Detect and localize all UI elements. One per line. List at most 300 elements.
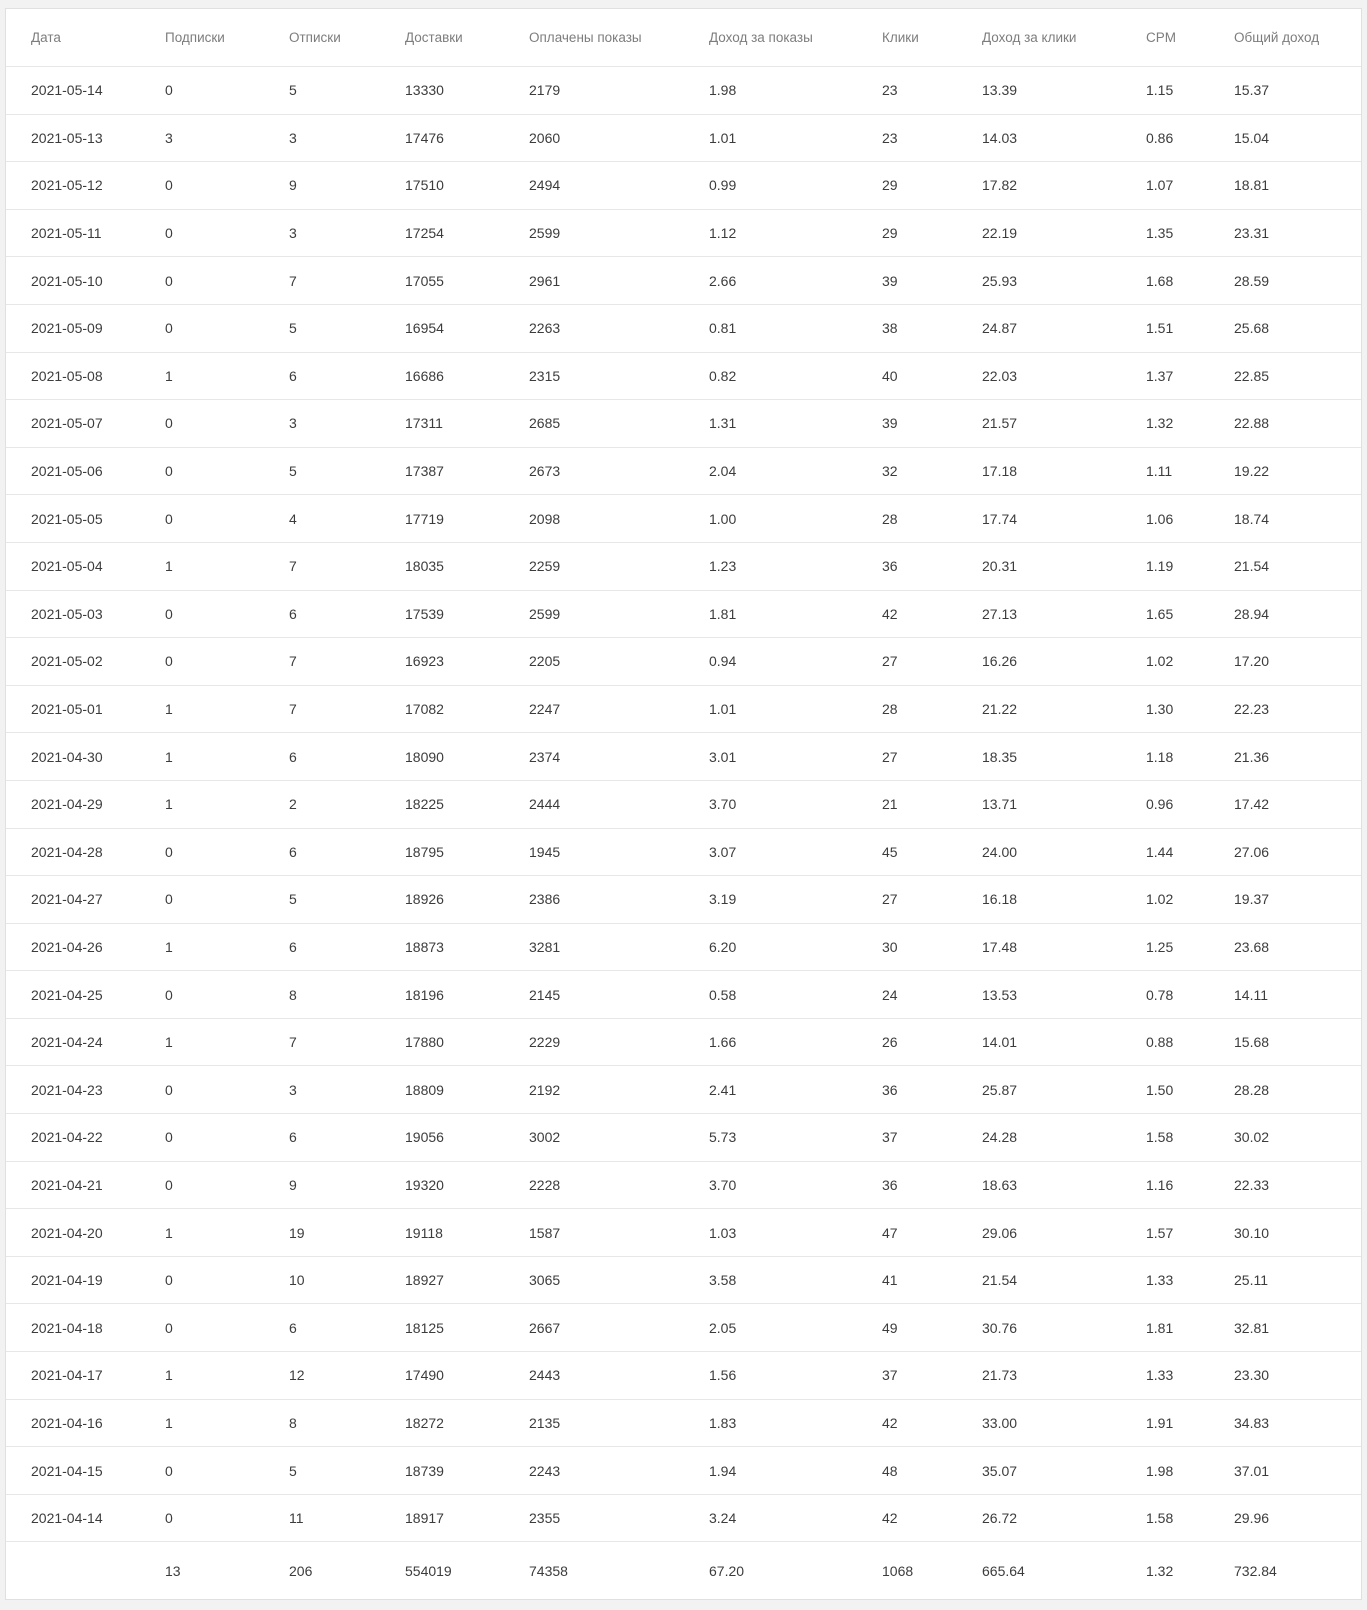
cell-Доход за показы: 1.00 <box>684 495 857 543</box>
stats-table <box>6 9 1361 1599</box>
cell-Отписки: 12 <box>264 1352 380 1400</box>
totals-cell-Подписки: 13 <box>140 1542 264 1600</box>
cell-Доход за показы: 0.82 <box>684 352 857 400</box>
totals-cell-Доставки: 554019 <box>380 1542 504 1600</box>
cell-Доход за клики: 24.00 <box>957 828 1121 876</box>
cell-Подписки: 1 <box>140 542 264 590</box>
cell-Дата: 2021-05-02 <box>6 638 140 686</box>
cell-Доставки: 13330 <box>380 67 504 115</box>
table-row <box>6 1161 1361 1209</box>
cell-Подписки: 0 <box>140 971 264 1019</box>
table-row <box>6 638 1361 686</box>
cell-CPM: 1.07 <box>1121 162 1209 210</box>
cell-Дата: 2021-05-14 <box>6 67 140 115</box>
cell-Дата: 2021-04-17 <box>6 1352 140 1400</box>
cell-CPM: 1.35 <box>1121 209 1209 257</box>
cell-Доход за показы: 1.12 <box>684 209 857 257</box>
column-header-8: CPM <box>1146 30 1176 45</box>
cell-Доставки: 17311 <box>380 400 504 448</box>
cell-Дата: 2021-04-26 <box>6 923 140 971</box>
cell-CPM: 1.18 <box>1121 733 1209 781</box>
cell-CPM: 1.02 <box>1121 638 1209 686</box>
cell-Доставки: 17254 <box>380 209 504 257</box>
cell-Клики: 36 <box>857 1066 957 1114</box>
cell-Подписки: 3 <box>140 114 264 162</box>
cell-Общий доход: 28.28 <box>1209 1066 1361 1114</box>
cell-Клики: 39 <box>857 257 957 305</box>
cell-Оплачены показы: 2599 <box>504 590 684 638</box>
cell-Доход за клики: 13.39 <box>957 67 1121 115</box>
cell-Общий доход: 18.74 <box>1209 495 1361 543</box>
cell-Доход за показы: 2.41 <box>684 1066 857 1114</box>
cell-Клики: 37 <box>857 1352 957 1400</box>
cell-Оплачены показы: 3065 <box>504 1256 684 1304</box>
table-row <box>6 1209 1361 1257</box>
cell-Подписки: 0 <box>140 638 264 686</box>
cell-Общий доход: 30.02 <box>1209 1114 1361 1162</box>
cell-Отписки: 6 <box>264 1304 380 1352</box>
cell-Отписки: 6 <box>264 923 380 971</box>
cell-Оплачены показы: 2243 <box>504 1447 684 1495</box>
cell-Подписки: 1 <box>140 780 264 828</box>
cell-Подписки: 1 <box>140 733 264 781</box>
cell-CPM: 1.57 <box>1121 1209 1209 1257</box>
table-row <box>6 971 1361 1019</box>
cell-Общий доход: 23.30 <box>1209 1352 1361 1400</box>
cell-Подписки: 0 <box>140 1494 264 1542</box>
table-row <box>6 1352 1361 1400</box>
cell-Доход за показы: 1.01 <box>684 114 857 162</box>
cell-CPM: 1.98 <box>1121 1447 1209 1495</box>
cell-Общий доход: 19.22 <box>1209 447 1361 495</box>
cell-CPM: 1.68 <box>1121 257 1209 305</box>
cell-Доход за показы: 1.83 <box>684 1399 857 1447</box>
cell-Оплачены показы: 2374 <box>504 733 684 781</box>
cell-Оплачены показы: 2228 <box>504 1161 684 1209</box>
cell-CPM: 1.58 <box>1121 1494 1209 1542</box>
totals-row <box>6 1542 1361 1600</box>
cell-Доход за клики: 25.87 <box>957 1066 1121 1114</box>
cell-Оплачены показы: 3002 <box>504 1114 684 1162</box>
cell-Отписки: 9 <box>264 1161 380 1209</box>
cell-Доход за клики: 16.26 <box>957 638 1121 686</box>
cell-Доход за показы: 3.70 <box>684 1161 857 1209</box>
cell-CPM: 1.91 <box>1121 1399 1209 1447</box>
cell-Доставки: 18809 <box>380 1066 504 1114</box>
cell-Клики: 29 <box>857 162 957 210</box>
cell-Клики: 38 <box>857 304 957 352</box>
cell-Оплачены показы: 2315 <box>504 352 684 400</box>
totals-cell-Доход за показы: 67.20 <box>684 1542 857 1600</box>
table-row <box>6 1304 1361 1352</box>
cell-Дата: 2021-04-19 <box>6 1256 140 1304</box>
cell-Дата: 2021-04-30 <box>6 733 140 781</box>
cell-Отписки: 6 <box>264 590 380 638</box>
cell-Подписки: 0 <box>140 495 264 543</box>
table-row <box>6 1494 1361 1542</box>
cell-Доставки: 19118 <box>380 1209 504 1257</box>
cell-Общий доход: 37.01 <box>1209 1447 1361 1495</box>
cell-Клики: 42 <box>857 1494 957 1542</box>
cell-Доход за клики: 17.82 <box>957 162 1121 210</box>
cell-Клики: 36 <box>857 542 957 590</box>
table-row <box>6 67 1361 115</box>
cell-Оплачены показы: 2494 <box>504 162 684 210</box>
cell-Общий доход: 17.20 <box>1209 638 1361 686</box>
cell-Оплачены показы: 2145 <box>504 971 684 1019</box>
cell-Подписки: 1 <box>140 1399 264 1447</box>
cell-Подписки: 0 <box>140 1447 264 1495</box>
cell-Подписки: 0 <box>140 1256 264 1304</box>
cell-Доставки: 16954 <box>380 304 504 352</box>
cell-Общий доход: 32.81 <box>1209 1304 1361 1352</box>
cell-Дата: 2021-05-04 <box>6 542 140 590</box>
cell-Доход за показы: 6.20 <box>684 923 857 971</box>
cell-Отписки: 6 <box>264 1114 380 1162</box>
cell-Отписки: 5 <box>264 304 380 352</box>
cell-Общий доход: 25.11 <box>1209 1256 1361 1304</box>
cell-Доход за показы: 1.01 <box>684 685 857 733</box>
table-row <box>6 495 1361 543</box>
cell-Общий доход: 28.59 <box>1209 257 1361 305</box>
cell-Клики: 37 <box>857 1114 957 1162</box>
cell-Клики: 28 <box>857 495 957 543</box>
cell-Дата: 2021-04-24 <box>6 1018 140 1066</box>
cell-CPM: 1.16 <box>1121 1161 1209 1209</box>
cell-Клики: 28 <box>857 685 957 733</box>
cell-Доход за показы: 3.70 <box>684 780 857 828</box>
cell-Дата: 2021-05-08 <box>6 352 140 400</box>
column-header-1: Подписки <box>165 30 225 45</box>
cell-Подписки: 1 <box>140 923 264 971</box>
cell-Доставки: 19320 <box>380 1161 504 1209</box>
cell-Клики: 27 <box>857 876 957 924</box>
cell-Клики: 32 <box>857 447 957 495</box>
cell-Общий доход: 34.83 <box>1209 1399 1361 1447</box>
cell-Доставки: 18125 <box>380 1304 504 1352</box>
cell-Доставки: 18795 <box>380 828 504 876</box>
cell-Доставки: 17490 <box>380 1352 504 1400</box>
column-header-6: Клики <box>882 30 919 45</box>
table-body <box>6 67 1361 1542</box>
cell-Отписки: 6 <box>264 828 380 876</box>
cell-Доход за клики: 35.07 <box>957 1447 1121 1495</box>
cell-Доход за клики: 17.74 <box>957 495 1121 543</box>
cell-Подписки: 0 <box>140 257 264 305</box>
cell-Отписки: 5 <box>264 1447 380 1495</box>
cell-Клики: 26 <box>857 1018 957 1066</box>
cell-Подписки: 0 <box>140 67 264 115</box>
cell-Доход за клики: 20.31 <box>957 542 1121 590</box>
cell-Оплачены показы: 2098 <box>504 495 684 543</box>
table-row <box>6 209 1361 257</box>
cell-Оплачены показы: 2386 <box>504 876 684 924</box>
cell-Доход за клики: 17.18 <box>957 447 1121 495</box>
cell-Общий доход: 21.36 <box>1209 733 1361 781</box>
cell-Общий доход: 22.23 <box>1209 685 1361 733</box>
cell-Доход за показы: 1.98 <box>684 67 857 115</box>
cell-Доход за показы: 2.05 <box>684 1304 857 1352</box>
cell-Клики: 48 <box>857 1447 957 1495</box>
table-row <box>6 352 1361 400</box>
cell-Общий доход: 19.37 <box>1209 876 1361 924</box>
cell-Общий доход: 18.81 <box>1209 162 1361 210</box>
cell-Подписки: 1 <box>140 1018 264 1066</box>
cell-CPM: 1.65 <box>1121 590 1209 638</box>
cell-Дата: 2021-04-21 <box>6 1161 140 1209</box>
cell-Подписки: 0 <box>140 400 264 448</box>
totals-cell-Дата <box>6 1542 140 1600</box>
cell-Доставки: 18917 <box>380 1494 504 1542</box>
cell-Доход за клики: 17.48 <box>957 923 1121 971</box>
cell-Общий доход: 27.06 <box>1209 828 1361 876</box>
cell-Доставки: 18739 <box>380 1447 504 1495</box>
cell-Отписки: 19 <box>264 1209 380 1257</box>
cell-Дата: 2021-04-18 <box>6 1304 140 1352</box>
totals-cell-CPM: 1.32 <box>1121 1542 1209 1600</box>
cell-Отписки: 8 <box>264 971 380 1019</box>
cell-Оплачены показы: 2263 <box>504 304 684 352</box>
cell-Доставки: 19056 <box>380 1114 504 1162</box>
cell-Оплачены показы: 2247 <box>504 685 684 733</box>
cell-Доставки: 17082 <box>380 685 504 733</box>
cell-Общий доход: 15.37 <box>1209 67 1361 115</box>
cell-Отписки: 7 <box>264 638 380 686</box>
cell-Подписки: 0 <box>140 1066 264 1114</box>
table-row <box>6 400 1361 448</box>
cell-Отписки: 7 <box>264 1018 380 1066</box>
cell-CPM: 1.19 <box>1121 542 1209 590</box>
column-header-7: Доход за клики <box>982 30 1077 45</box>
cell-CPM: 1.33 <box>1121 1352 1209 1400</box>
cell-Общий доход: 15.04 <box>1209 114 1361 162</box>
cell-Подписки: 0 <box>140 162 264 210</box>
cell-Доставки: 18035 <box>380 542 504 590</box>
cell-Доставки: 17539 <box>380 590 504 638</box>
cell-CPM: 1.81 <box>1121 1304 1209 1352</box>
cell-Дата: 2021-04-27 <box>6 876 140 924</box>
cell-Доставки: 17510 <box>380 162 504 210</box>
cell-Отписки: 10 <box>264 1256 380 1304</box>
cell-Доход за клики: 21.57 <box>957 400 1121 448</box>
cell-Доход за показы: 1.31 <box>684 400 857 448</box>
cell-Дата: 2021-04-16 <box>6 1399 140 1447</box>
table-row <box>6 542 1361 590</box>
header-row <box>6 9 1361 67</box>
cell-Отписки: 6 <box>264 352 380 400</box>
cell-Подписки: 0 <box>140 828 264 876</box>
cell-Доход за показы: 3.24 <box>684 1494 857 1542</box>
cell-CPM: 1.33 <box>1121 1256 1209 1304</box>
cell-Клики: 42 <box>857 1399 957 1447</box>
column-header-2: Отписки <box>289 30 341 45</box>
cell-Оплачены показы: 2685 <box>504 400 684 448</box>
cell-Подписки: 1 <box>140 352 264 400</box>
cell-Общий доход: 22.88 <box>1209 400 1361 448</box>
cell-Оплачены показы: 2444 <box>504 780 684 828</box>
cell-Оплачены показы: 2443 <box>504 1352 684 1400</box>
cell-Дата: 2021-05-12 <box>6 162 140 210</box>
table-row <box>6 923 1361 971</box>
table-row <box>6 1447 1361 1495</box>
cell-Дата: 2021-05-13 <box>6 114 140 162</box>
column-header-3: Доставки <box>405 30 463 45</box>
cell-Оплачены показы: 3281 <box>504 923 684 971</box>
cell-Дата: 2021-05-05 <box>6 495 140 543</box>
cell-Доход за клики: 16.18 <box>957 876 1121 924</box>
stats-table-card <box>5 8 1362 1600</box>
cell-Доход за клики: 21.73 <box>957 1352 1121 1400</box>
cell-Доход за клики: 21.54 <box>957 1256 1121 1304</box>
cell-Доставки: 18873 <box>380 923 504 971</box>
cell-CPM: 0.96 <box>1121 780 1209 828</box>
cell-Общий доход: 30.10 <box>1209 1209 1361 1257</box>
cell-Доставки: 18090 <box>380 733 504 781</box>
cell-Дата: 2021-04-25 <box>6 971 140 1019</box>
cell-Клики: 36 <box>857 1161 957 1209</box>
table-row <box>6 590 1361 638</box>
table-row <box>6 1256 1361 1304</box>
cell-Общий доход: 23.68 <box>1209 923 1361 971</box>
cell-Оплачены показы: 2673 <box>504 447 684 495</box>
table-row <box>6 733 1361 781</box>
table-row <box>6 162 1361 210</box>
cell-Клики: 42 <box>857 590 957 638</box>
cell-Отписки: 5 <box>264 876 380 924</box>
column-header-4: Оплачены показы <box>529 30 642 45</box>
cell-Подписки: 0 <box>140 876 264 924</box>
cell-Общий доход: 23.31 <box>1209 209 1361 257</box>
cell-Доход за клики: 30.76 <box>957 1304 1121 1352</box>
cell-Оплачены показы: 2355 <box>504 1494 684 1542</box>
cell-Общий доход: 22.85 <box>1209 352 1361 400</box>
totals-cell-Оплачены показы: 74358 <box>504 1542 684 1600</box>
cell-Доставки: 18272 <box>380 1399 504 1447</box>
cell-Отписки: 7 <box>264 542 380 590</box>
cell-Общий доход: 14.11 <box>1209 971 1361 1019</box>
table-row <box>6 447 1361 495</box>
cell-Доставки: 17880 <box>380 1018 504 1066</box>
cell-Доставки: 16686 <box>380 352 504 400</box>
table-row <box>6 257 1361 305</box>
cell-Доход за показы: 2.04 <box>684 447 857 495</box>
cell-Подписки: 1 <box>140 1209 264 1257</box>
cell-Доход за клики: 13.53 <box>957 971 1121 1019</box>
column-header-9: Общий доход <box>1234 30 1320 45</box>
cell-Подписки: 1 <box>140 685 264 733</box>
cell-Общий доход: 28.94 <box>1209 590 1361 638</box>
cell-CPM: 1.11 <box>1121 447 1209 495</box>
cell-Доставки: 18927 <box>380 1256 504 1304</box>
cell-Доход за клики: 29.06 <box>957 1209 1121 1257</box>
cell-Отписки: 5 <box>264 67 380 115</box>
cell-Подписки: 0 <box>140 209 264 257</box>
cell-Доход за показы: 3.07 <box>684 828 857 876</box>
cell-CPM: 1.44 <box>1121 828 1209 876</box>
cell-Доход за клики: 24.28 <box>957 1114 1121 1162</box>
cell-Подписки: 0 <box>140 1304 264 1352</box>
column-header-0: Дата <box>31 30 61 45</box>
cell-Подписки: 0 <box>140 1114 264 1162</box>
cell-CPM: 1.30 <box>1121 685 1209 733</box>
cell-CPM: 0.86 <box>1121 114 1209 162</box>
cell-Клики: 45 <box>857 828 957 876</box>
cell-Доход за показы: 1.66 <box>684 1018 857 1066</box>
cell-Оплачены показы: 2599 <box>504 209 684 257</box>
cell-Дата: 2021-04-14 <box>6 1494 140 1542</box>
cell-Дата: 2021-04-28 <box>6 828 140 876</box>
cell-Доставки: 17476 <box>380 114 504 162</box>
table-row <box>6 1066 1361 1114</box>
cell-Оплачены показы: 2135 <box>504 1399 684 1447</box>
cell-Дата: 2021-05-09 <box>6 304 140 352</box>
cell-Доход за показы: 3.58 <box>684 1256 857 1304</box>
cell-Отписки: 2 <box>264 780 380 828</box>
cell-Оплачены показы: 2192 <box>504 1066 684 1114</box>
cell-Дата: 2021-04-20 <box>6 1209 140 1257</box>
table-row <box>6 1114 1361 1162</box>
cell-Оплачены показы: 2205 <box>504 638 684 686</box>
cell-Доход за показы: 2.66 <box>684 257 857 305</box>
totals-cell-Общий доход: 732.84 <box>1209 1542 1361 1600</box>
cell-Клики: 49 <box>857 1304 957 1352</box>
table-row <box>6 876 1361 924</box>
cell-Общий доход: 29.96 <box>1209 1494 1361 1542</box>
cell-Подписки: 0 <box>140 447 264 495</box>
cell-Оплачены показы: 2259 <box>504 542 684 590</box>
cell-Доход за показы: 1.94 <box>684 1447 857 1495</box>
cell-Доход за показы: 1.23 <box>684 542 857 590</box>
totals-cell-Клики: 1068 <box>857 1542 957 1600</box>
cell-Доход за клики: 24.87 <box>957 304 1121 352</box>
cell-Доход за показы: 5.73 <box>684 1114 857 1162</box>
table-row <box>6 114 1361 162</box>
cell-Отписки: 3 <box>264 1066 380 1114</box>
cell-CPM: 1.32 <box>1121 400 1209 448</box>
table-row <box>6 1018 1361 1066</box>
cell-Оплачены показы: 2060 <box>504 114 684 162</box>
cell-Доход за показы: 0.58 <box>684 971 857 1019</box>
cell-Подписки: 0 <box>140 304 264 352</box>
cell-Дата: 2021-05-03 <box>6 590 140 638</box>
cell-Дата: 2021-04-15 <box>6 1447 140 1495</box>
cell-Доход за показы: 3.19 <box>684 876 857 924</box>
cell-Отписки: 4 <box>264 495 380 543</box>
cell-Доставки: 18196 <box>380 971 504 1019</box>
cell-Доход за клики: 14.03 <box>957 114 1121 162</box>
table-row <box>6 304 1361 352</box>
cell-Доход за клики: 13.71 <box>957 780 1121 828</box>
cell-Доход за клики: 22.03 <box>957 352 1121 400</box>
cell-Отписки: 6 <box>264 733 380 781</box>
cell-Оплачены показы: 2667 <box>504 1304 684 1352</box>
cell-Клики: 40 <box>857 352 957 400</box>
cell-Доход за показы: 0.94 <box>684 638 857 686</box>
cell-Клики: 27 <box>857 733 957 781</box>
cell-Дата: 2021-04-29 <box>6 780 140 828</box>
column-header-5: Доход за показы <box>709 30 813 45</box>
cell-Доставки: 18926 <box>380 876 504 924</box>
cell-Общий доход: 15.68 <box>1209 1018 1361 1066</box>
cell-Доход за клики: 18.63 <box>957 1161 1121 1209</box>
cell-Доход за показы: 0.99 <box>684 162 857 210</box>
cell-Дата: 2021-05-11 <box>6 209 140 257</box>
cell-Клики: 39 <box>857 400 957 448</box>
cell-Клики: 23 <box>857 114 957 162</box>
cell-CPM: 1.51 <box>1121 304 1209 352</box>
cell-Клики: 29 <box>857 209 957 257</box>
cell-Доставки: 18225 <box>380 780 504 828</box>
